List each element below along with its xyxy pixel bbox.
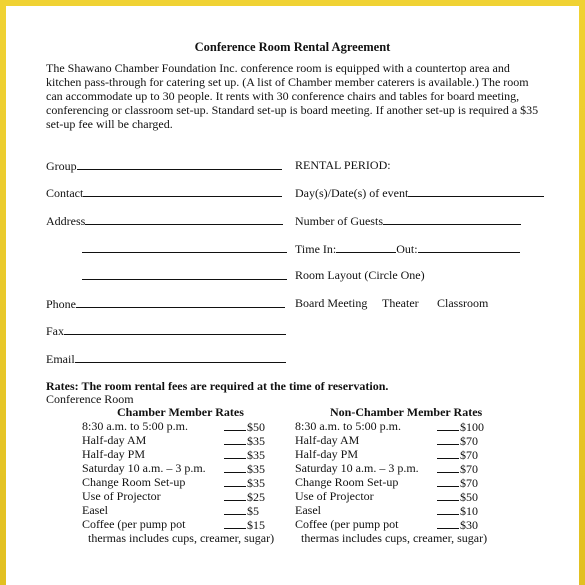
non-member-rate-price: $50 xyxy=(437,489,478,504)
non-member-rate-label: Saturday 10 a.m. – 3 p.m. xyxy=(295,461,419,475)
contact-field[interactable] xyxy=(46,185,282,199)
layout-option-theater[interactable]: Theater xyxy=(382,296,419,310)
event-dates-field[interactable] xyxy=(295,185,544,199)
intro-line: can accommodate up to 30 people. It rents with 30 conference chairs and tables for board meeting, xyxy=(46,89,520,103)
member-rate-label: Saturday 10 a.m. – 3 p.m. xyxy=(82,461,206,475)
phone-field[interactable] xyxy=(46,296,285,310)
page-title: Conference Room Rental Agreement xyxy=(194,40,391,54)
member-rates-heading: Chamber Member Rates xyxy=(117,405,244,419)
non-member-rate-label: Coffee (per pump pot xyxy=(295,517,399,531)
member-rate-label: Coffee (per pump pot xyxy=(82,517,186,531)
guests-label: Number of Guests xyxy=(295,214,383,228)
member-rate-price: $35 xyxy=(224,447,265,462)
layout-option-classroom[interactable]: Classroom xyxy=(437,296,489,310)
member-rate-label: Half-day AM xyxy=(82,433,147,447)
non-member-rate-footnote: thermas includes cups, creamer, sugar) xyxy=(301,531,488,545)
fax-label: Fax xyxy=(46,324,64,338)
non-member-rate-price: $70 xyxy=(437,447,478,462)
intro-line: set-up fee will be charged. xyxy=(46,117,173,131)
event-dates-line[interactable] xyxy=(408,185,544,197)
email-label: Email xyxy=(46,352,75,366)
fax-line[interactable] xyxy=(64,323,286,335)
time-in-label: Time In: xyxy=(295,242,337,256)
member-rate-footnote: thermas includes cups, creamer, sugar) xyxy=(88,531,275,545)
non-member-rate-price: $10 xyxy=(437,503,478,518)
guests-line[interactable] xyxy=(383,213,521,225)
address-label: Address xyxy=(46,214,86,228)
address-field[interactable] xyxy=(46,213,283,227)
room-layout-label: Room Layout (Circle One) xyxy=(295,268,425,282)
member-rate-price: $35 xyxy=(224,433,265,448)
event-dates-label: Day(s)/Date(s) of event xyxy=(295,186,409,200)
layout-option-board[interactable]: Board Meeting xyxy=(295,296,368,310)
member-rate-label: Use of Projector xyxy=(82,489,161,503)
conference-room-label: Conference Room xyxy=(46,392,134,406)
non-member-rate-price: $70 xyxy=(437,475,478,490)
intro-paragraph xyxy=(46,61,546,131)
non-member-rate-price: $70 xyxy=(437,433,478,448)
member-rate-label: Easel xyxy=(82,503,108,517)
contact-line[interactable] xyxy=(83,185,282,197)
fax-field[interactable] xyxy=(46,323,286,337)
member-rate-price: $50 xyxy=(224,419,265,434)
guests-field[interactable] xyxy=(295,213,521,227)
group-line[interactable] xyxy=(77,158,282,170)
member-rate-label: 8:30 a.m. to 5:00 p.m. xyxy=(82,419,188,433)
email-line[interactable] xyxy=(75,351,286,363)
member-rate-label: Change Room Set-up xyxy=(82,475,186,489)
email-field[interactable] xyxy=(46,351,286,365)
non-member-rate-price: $30 xyxy=(437,517,478,532)
document-page xyxy=(6,6,579,585)
non-member-rate-label: Half-day PM xyxy=(295,447,358,461)
non-member-rate-label: 8:30 a.m. to 5:00 p.m. xyxy=(295,419,401,433)
member-rate-price: $25 xyxy=(224,489,265,504)
intro-line: The Shawano Chamber Foundation Inc. conference room is equipped with a countertop area and xyxy=(46,61,510,75)
address-line[interactable] xyxy=(85,213,283,225)
address-line-2[interactable] xyxy=(82,241,287,253)
intro-line: conferencing or classroom set-up. Standard set-up is board meeting. If another set-up is required a $35 xyxy=(46,103,539,117)
non-member-rate-label: Half-day AM xyxy=(295,433,360,447)
non-member-rate-price: $70 xyxy=(437,461,478,476)
member-rate-price: $5 xyxy=(224,503,259,518)
non-member-rate-label: Use of Projector xyxy=(295,489,374,503)
phone-line[interactable] xyxy=(76,296,285,308)
group-label: Group xyxy=(46,159,77,173)
non-member-rate-label: Change Room Set-up xyxy=(295,475,399,489)
phone-label: Phone xyxy=(46,297,76,311)
group-field[interactable] xyxy=(46,158,282,172)
time-in-line[interactable] xyxy=(336,241,396,253)
rental-period-heading: RENTAL PERIOD: xyxy=(295,158,391,172)
non-member-rate-label: Easel xyxy=(295,503,321,517)
member-rate-price: $15 xyxy=(224,517,265,532)
member-rate-price: $35 xyxy=(224,461,265,476)
address-line-3[interactable] xyxy=(82,268,287,280)
intro-line: kitchen pass-through for catering set up. (A list of Chamber member caterers is available.) The room xyxy=(46,75,529,89)
non-member-rate-price: $100 xyxy=(437,419,484,434)
non-member-rates-heading: Non-Chamber Member Rates xyxy=(330,405,483,419)
time-field[interactable] xyxy=(295,241,520,255)
rates-heading: Rates: The room rental fees are required at the time of reservation. xyxy=(46,379,389,393)
contact-label: Contact xyxy=(46,186,84,200)
time-out-label: Out: xyxy=(396,242,418,256)
member-rate-label: Half-day PM xyxy=(82,447,145,461)
time-out-line[interactable] xyxy=(418,241,520,253)
member-rate-price: $35 xyxy=(224,475,265,490)
